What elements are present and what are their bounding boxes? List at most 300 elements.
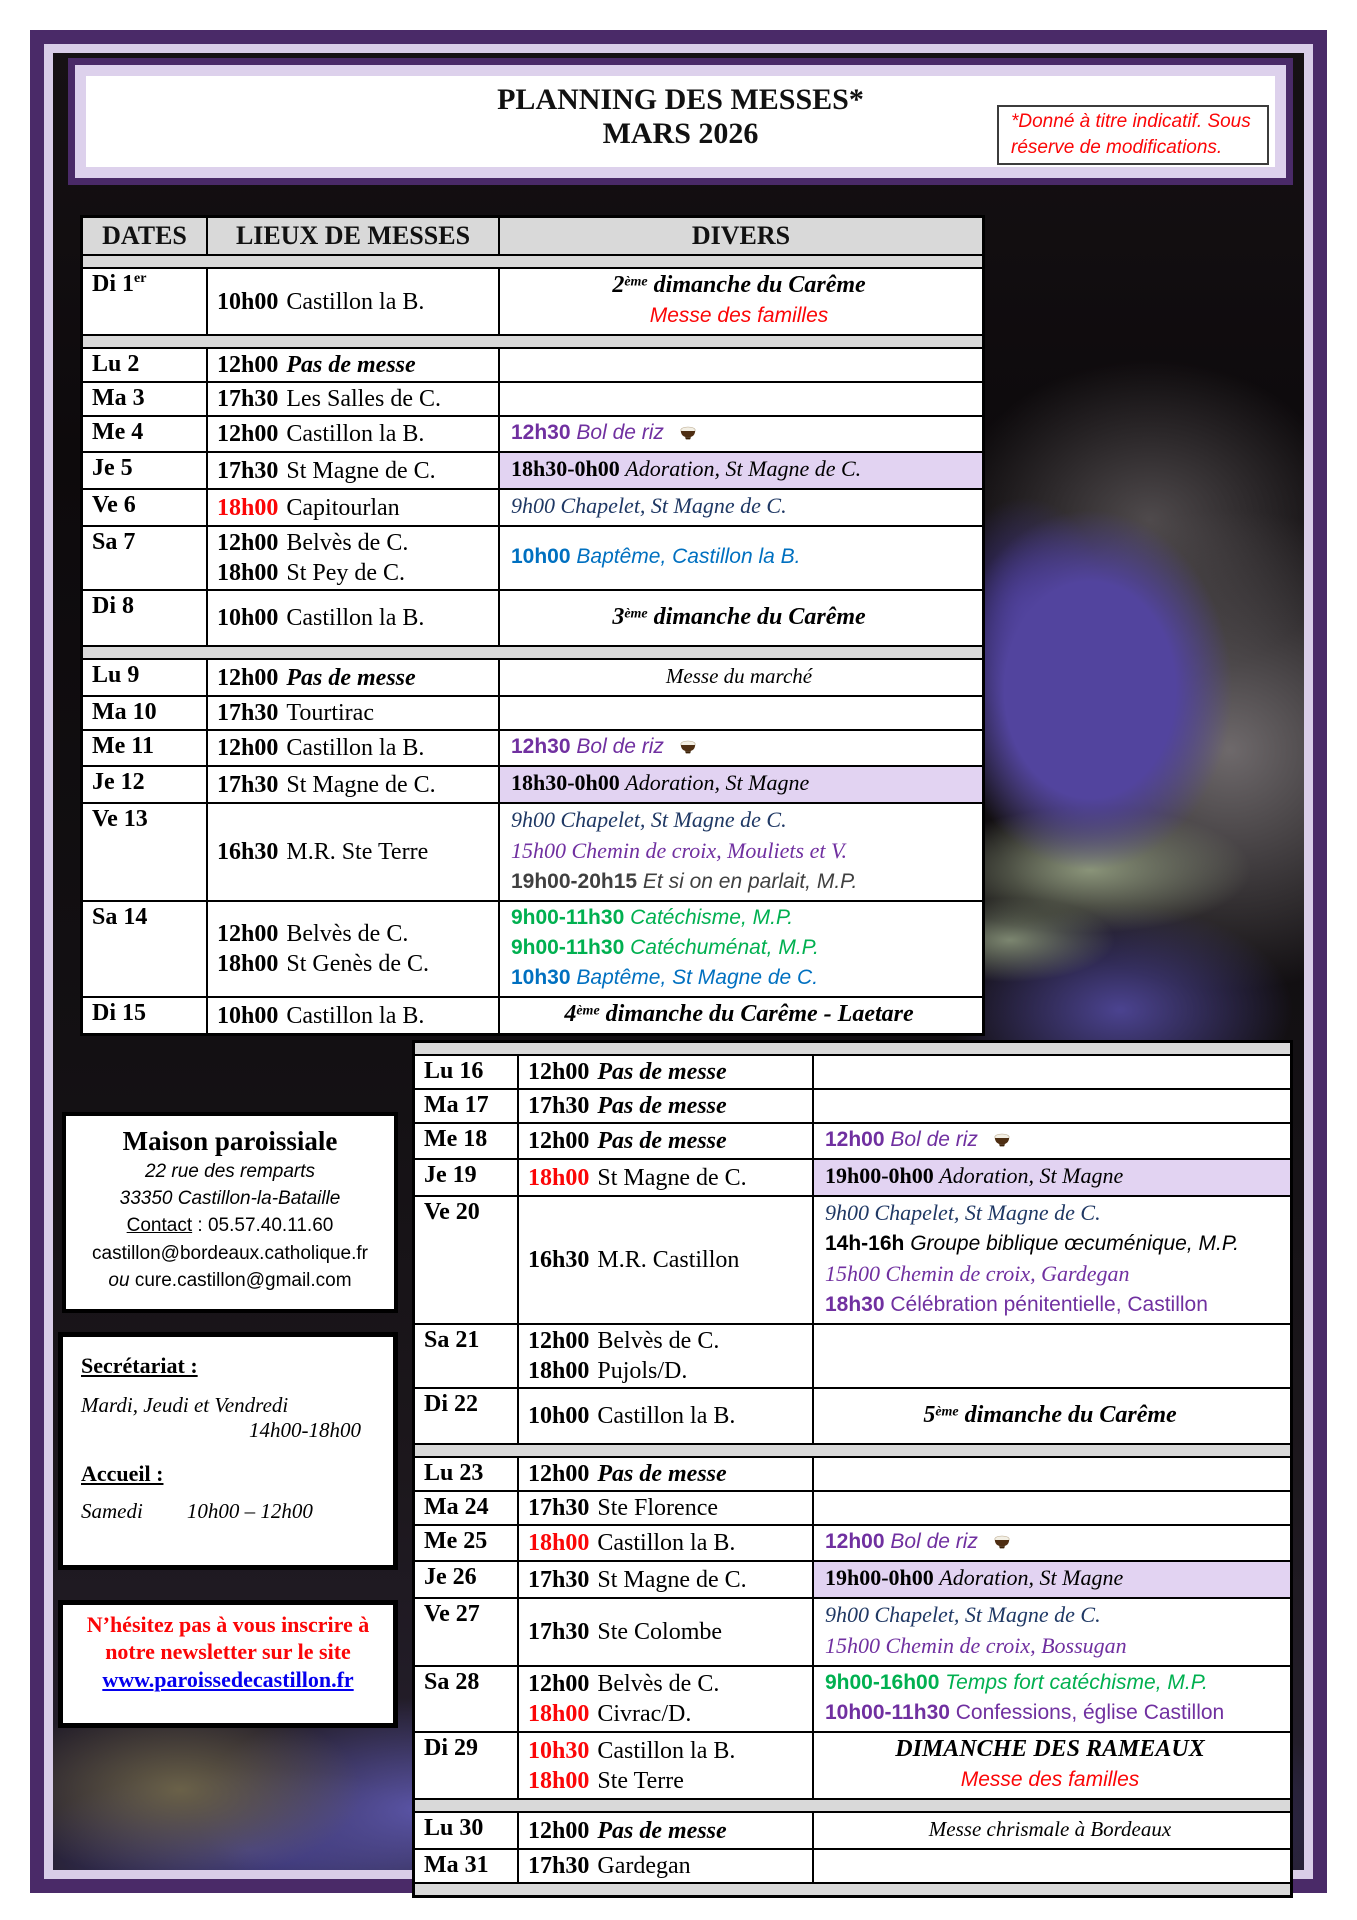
spacer-row: [415, 1443, 1290, 1456]
mass-place: Castillon la B.: [597, 1403, 736, 1429]
divers-cell: [814, 1599, 1290, 1665]
mass-time: 10h00: [217, 288, 279, 315]
divers-text: 15h00 Chemin de croix, Bossugan: [825, 1633, 1127, 1658]
mass-entry: [217, 770, 498, 800]
divers-entry: [825, 1199, 1290, 1230]
divers-text: Baptême, St Magne de C.: [576, 966, 819, 989]
divers-entry: [666, 662, 812, 693]
schedule-row-me-11: [83, 729, 982, 765]
divers-entry: [612, 271, 865, 302]
divers-entry: [825, 1632, 1290, 1663]
mass-entry: [528, 1736, 812, 1766]
divers-text: Catéchisme, M.P.: [630, 906, 794, 929]
divers-text: 9h00 Chapelet, St Magne de C.: [825, 1602, 1101, 1627]
divers-text: DIMANCHE DES RAMEAUX: [895, 1736, 1205, 1762]
divers-cell: [814, 1124, 1290, 1158]
schedule-row-di-8: [83, 589, 982, 645]
divers-text: 9h00-16h00: [825, 1671, 946, 1694]
date-cell: [415, 1325, 519, 1387]
schedule-row-sa-21: [415, 1323, 1290, 1387]
secretariat-box: [58, 1332, 398, 1570]
mass-place: St Magne de C.: [597, 1566, 747, 1593]
mass-entry: [528, 1245, 812, 1275]
mass-time: 12h00: [528, 1328, 590, 1354]
date-label: Ma 31: [424, 1852, 489, 1878]
mass-entry: [528, 1528, 812, 1558]
mass-place: Belvès de C.: [286, 921, 409, 947]
lieux-cell: [208, 269, 500, 334]
date-label: Je 26: [424, 1564, 477, 1590]
schedule-row-je-5: [83, 451, 982, 488]
page-title-line2: MARS 2026: [602, 117, 759, 150]
divers-text: Adoration, St Magne de C.: [625, 456, 862, 481]
mass-time: 17h30: [528, 1853, 590, 1879]
divers-text: ème: [576, 1003, 600, 1019]
divers-text: 18h30: [825, 1293, 891, 1316]
schedule-row-me-18: [415, 1122, 1290, 1158]
date-cell: [415, 1599, 519, 1665]
mass-time: 18h00: [217, 560, 279, 586]
date-label: Me 25: [424, 1528, 488, 1554]
mass-place: Castillon la B.: [286, 735, 425, 761]
lieux-cell: [519, 1197, 814, 1323]
schedule-row-me-4: [83, 415, 982, 451]
divers-cell: [814, 1492, 1290, 1524]
divers-cell: [500, 453, 982, 488]
divers-entry: [511, 543, 982, 573]
divers-cell: [500, 804, 982, 900]
disclaimer-note: [997, 105, 1269, 165]
date-label: Me 4: [92, 419, 144, 445]
date-label: Je 12: [92, 769, 145, 795]
mass-time: 18h00: [528, 1358, 590, 1384]
divers-cell: [500, 902, 982, 996]
parish-email-1: castillon@bordeaux.catholique.fr: [92, 1243, 368, 1264]
mass-time: 10h00: [217, 1002, 279, 1029]
divers-cell: [500, 417, 982, 451]
schedule-row-je-12: [83, 765, 982, 802]
date-label: Je 5: [92, 455, 133, 481]
secretariat-hours: 14h00-18h00: [249, 1418, 361, 1442]
divers-text: 18h30-0h00: [511, 770, 626, 795]
mass-time: 18h00: [528, 1701, 590, 1727]
mass-time: 12h00: [217, 664, 279, 691]
divers-cell: [500, 591, 982, 645]
schedule-row-di-29: [415, 1731, 1290, 1798]
divers-text: Adoration, St Magne: [939, 1163, 1124, 1188]
divers-text: 3: [612, 603, 625, 630]
date-cell: [415, 1160, 519, 1195]
divers-text: 9h00 Chapelet, St Magne de C.: [511, 493, 787, 518]
date-cell: [83, 490, 208, 525]
divers-text: 19h00-20h15: [511, 870, 643, 893]
schedule-row-je-26: [415, 1560, 1290, 1597]
mass-time: 17h30: [528, 1093, 590, 1119]
schedule-table-march-16-31: [412, 1040, 1293, 1898]
table-header-row: [83, 218, 982, 254]
divers-text: 12h00: [825, 1530, 891, 1553]
date-cell: [415, 1562, 519, 1597]
schedule-row-ma-31: [415, 1848, 1290, 1882]
mass-entry: [217, 663, 498, 693]
mass-entry: [528, 1326, 812, 1356]
divers-entry: [825, 1291, 1290, 1321]
schedule-row-lu-16: [415, 1054, 1290, 1088]
divers-text: Catéchuménat, M.P.: [630, 936, 819, 959]
divers-text: 12h30: [511, 735, 577, 758]
mass-place: Ste Florence: [597, 1495, 718, 1521]
newsletter-link[interactable]: www.paroissedecastillon.fr: [102, 1667, 354, 1692]
lieux-cell: [519, 1526, 814, 1560]
divers-text: Temps fort catéchisme, M.P.: [945, 1671, 1208, 1694]
date-cell: [83, 269, 208, 334]
date-cell: [415, 1733, 519, 1798]
mass-entry: [217, 949, 498, 979]
lieux-cell: [519, 1492, 814, 1524]
mass-entry: [528, 1163, 812, 1193]
column-header-lieux: LIEUX DE MESSES: [208, 218, 500, 254]
mass-place: Tourtirac: [286, 700, 374, 726]
mass-place: Castillon la B.: [597, 1737, 736, 1764]
schedule-row-ve-13: [83, 802, 982, 900]
divers-entry: [511, 837, 982, 868]
divers-text: Confessions, église Castillon: [955, 1701, 1225, 1724]
date-cell: [83, 767, 208, 802]
divers-cell: [814, 1160, 1290, 1195]
lieux-cell: [208, 804, 500, 900]
lieux-cell: [519, 1160, 814, 1195]
spacer-row: [83, 334, 982, 347]
parish-house-contact: [66, 1212, 394, 1240]
schedule-row-di-1: [83, 267, 982, 334]
divers-entry: [825, 1260, 1290, 1291]
divers-text: Adoration, St Magne: [939, 1565, 1124, 1590]
divers-entry: [511, 769, 982, 800]
divers-text: Célébration pénitentielle, Castillon: [890, 1293, 1208, 1316]
date-label: Di 8: [92, 593, 134, 619]
lieux-cell: [208, 902, 500, 996]
date-label: Ve 20: [424, 1199, 480, 1225]
spacer-row: [83, 254, 982, 267]
divers-cell: [500, 527, 982, 589]
date-label: Di 15: [92, 1000, 146, 1026]
schedule-row-sa-14: [83, 900, 982, 996]
rice-bowl-icon: [678, 424, 698, 441]
mass-place: Castillon la B.: [286, 288, 425, 315]
divers-text: 14h-16h: [825, 1232, 911, 1255]
mass-place: Gardegan: [597, 1853, 691, 1879]
mass-time: 18h00: [217, 951, 279, 977]
lieux-cell: [208, 349, 500, 381]
divers-text: 19h00-0h00: [825, 1565, 940, 1590]
date-label: Je 19: [424, 1162, 477, 1188]
divers-entry: [564, 1000, 913, 1031]
newsletter-box: [58, 1600, 398, 1728]
date-cell: [83, 591, 208, 645]
divers-text: 15h00 Chemin de croix, Gardegan: [825, 1261, 1130, 1286]
mass-place: Castillon la B.: [286, 605, 425, 631]
secretariat-title: Secrétariat :: [81, 1353, 198, 1378]
date-cell: [415, 1850, 519, 1882]
rice-bowl-icon: [992, 1533, 1012, 1550]
divers-text: 18h30-0h00: [511, 456, 626, 481]
mass-entry: [528, 1766, 812, 1796]
mass-entry: [217, 837, 498, 867]
divers-cell: [500, 998, 982, 1033]
mass-entry: [528, 1851, 812, 1881]
accueil-title: Accueil :: [81, 1461, 164, 1486]
divers-text: Bol de riz: [890, 1530, 978, 1553]
divers-entry: [961, 1766, 1140, 1796]
mass-time: 17h30: [528, 1619, 590, 1645]
divers-text: Bol de riz: [576, 735, 664, 758]
divers-entry: [511, 419, 982, 449]
column-header-divers: DIVERS: [691, 221, 791, 250]
date-label: Ma 10: [92, 699, 157, 725]
date-cell: [415, 1667, 519, 1731]
divers-cell: [814, 1562, 1290, 1597]
mass-time: 12h00: [217, 735, 279, 761]
mass-entry: [528, 1356, 812, 1386]
divers-text: ème: [624, 274, 648, 290]
mass-entry: [217, 419, 498, 449]
date-label: Lu 16: [424, 1058, 484, 1084]
lieux-cell: [519, 1325, 814, 1387]
date-cell: [83, 417, 208, 451]
divers-text: Messe des familles: [960, 1768, 1140, 1791]
header-box: [68, 58, 1293, 185]
mass-place: Capitourlan: [286, 494, 400, 521]
mass-time: 12h00: [528, 1671, 590, 1697]
secretariat-days: Mardi, Jeudi et Vendredi: [81, 1393, 289, 1417]
page-title-line1: PLANNING DES MESSES*: [497, 83, 864, 116]
contact-phone: : 05.57.40.11.60: [192, 1215, 334, 1236]
mass-time: 10h00: [528, 1403, 590, 1429]
divers-entry: [511, 455, 982, 486]
divers-entry: [511, 964, 982, 994]
divers-entry: [511, 492, 982, 523]
mass-place: St Magne de C.: [286, 771, 436, 798]
schedule-row-sa-28: [415, 1665, 1290, 1731]
schedule-row-lu-2: [83, 347, 982, 381]
mass-time: 18h00: [528, 1530, 590, 1556]
date-label: Ma 17: [424, 1092, 489, 1118]
divers-entry: [825, 1564, 1290, 1595]
divers-entry: [929, 1815, 1171, 1846]
divers-cell: [814, 1056, 1290, 1088]
date-cell: [83, 527, 208, 589]
divers-entry: [650, 302, 829, 332]
lieux-cell: [519, 1813, 814, 1848]
divers-text: 5: [923, 1401, 936, 1428]
divers-entry: [825, 1126, 1290, 1156]
mass-place: Pas de messe: [286, 664, 416, 691]
mass-time: 17h30: [217, 386, 279, 412]
divers-text: Messe chrismale à Bordeaux: [928, 1817, 1172, 1841]
divers-cell: [814, 1526, 1290, 1560]
schedule-row-je-19: [415, 1158, 1290, 1195]
date-label: Sa 7: [92, 529, 136, 555]
mass-place: St Magne de C.: [286, 457, 436, 484]
mass-time: 12h00: [217, 421, 279, 447]
mass-place: Pas de messe: [597, 1817, 727, 1844]
date-cell: [83, 697, 208, 729]
date-label: Ve 27: [424, 1601, 480, 1627]
schedule-row-ma-17: [415, 1088, 1290, 1122]
mass-place: Pas de messe: [286, 352, 416, 378]
divers-cell: [814, 1813, 1290, 1848]
mass-entry: [528, 1669, 812, 1699]
divers-text: Baptême, Castillon la B.: [576, 545, 801, 568]
divers-text: Bol de riz: [890, 1128, 978, 1151]
divers-cell: [500, 269, 982, 334]
mass-time: 17h30: [217, 700, 279, 726]
date-cell: [415, 1813, 519, 1848]
mass-entry: [528, 1565, 812, 1595]
mass-entry: [528, 1816, 812, 1846]
email2-address: cure.castillon@gmail.com: [129, 1270, 352, 1291]
date-cell: [83, 453, 208, 488]
date-cell: [415, 1056, 519, 1088]
lieux-cell: [208, 453, 500, 488]
divers-entry: [511, 733, 982, 763]
date-label: Lu 9: [92, 662, 140, 688]
date-cell: [415, 1526, 519, 1560]
mass-time: 12h00: [528, 1817, 590, 1844]
divers-cell: [500, 767, 982, 802]
divers-entry: [511, 868, 982, 898]
mass-time: 10h30: [528, 1737, 590, 1764]
date-superscript: er: [134, 271, 147, 286]
mass-entry: [217, 919, 498, 949]
divers-text: Bol de riz: [576, 421, 664, 444]
divers-entry: [825, 1528, 1290, 1558]
mass-time: 12h00: [217, 352, 279, 378]
mass-entry: [528, 1699, 812, 1729]
divers-text: dimanche du Carême: [958, 1401, 1177, 1428]
divers-text: 12h30: [511, 421, 577, 444]
schedule-row-di-15: [83, 996, 982, 1033]
divers-text: 19h00-0h00: [825, 1163, 940, 1188]
divers-cell: [500, 383, 982, 415]
mass-time: 12h00: [528, 1128, 590, 1154]
mass-time: 17h30: [217, 771, 279, 798]
divers-text: 4: [564, 1001, 577, 1027]
lieux-cell: [519, 1090, 814, 1122]
divers-entry: [825, 1601, 1290, 1632]
mass-time: 12h00: [217, 530, 279, 556]
divers-cell: [814, 1458, 1290, 1490]
schedule-row-ma-3: [83, 381, 982, 415]
samedi-label: Samedi: [81, 1499, 143, 1523]
mass-time: 18h00: [217, 494, 279, 521]
divers-text: ème: [624, 606, 648, 622]
column-header-dates: DATES: [83, 218, 208, 254]
date-label: Di 29: [424, 1735, 478, 1761]
mass-entry: [217, 698, 498, 728]
divers-cell: [814, 1325, 1290, 1387]
mass-place: St Magne de C.: [597, 1164, 747, 1191]
schedule-row-ve-6: [83, 488, 982, 525]
email2-prefix: ou: [108, 1270, 130, 1291]
parish-house-address1: 22 rue des remparts: [144, 1161, 316, 1182]
schedule-table-march-1-15: [80, 215, 985, 1036]
mass-place: Ste Terre: [597, 1767, 684, 1794]
divers-entry: [511, 904, 982, 934]
header-inner: [86, 76, 1275, 167]
schedule-row-sa-7: [83, 525, 982, 589]
disclaimer-line1: *Donné à titre indicatif. Sous: [1011, 111, 1251, 132]
mass-time: 17h30: [217, 457, 279, 484]
date-label: Ma 3: [92, 385, 145, 411]
lieux-cell: [519, 1733, 814, 1798]
rice-bowl-icon: [992, 1131, 1012, 1148]
date-cell: [83, 383, 208, 415]
divers-cell: [500, 490, 982, 525]
divers-text: Adoration, St Magne: [625, 770, 810, 795]
divers-text: 10h30: [511, 966, 577, 989]
divers-text: 9h00 Chapelet, St Magne de C.: [825, 1200, 1101, 1225]
date-label: Lu 30: [424, 1815, 484, 1841]
divers-cell: [814, 1733, 1290, 1798]
date-cell: [415, 1389, 519, 1443]
divers-text: ème: [935, 1404, 959, 1420]
parish-house-box: [62, 1112, 398, 1313]
mass-entry: [217, 384, 498, 414]
mass-place: Pujols/D.: [597, 1358, 688, 1384]
mass-entry: [217, 287, 498, 317]
date-cell: [83, 902, 208, 996]
date-label: Me 18: [424, 1126, 488, 1152]
divers-text: dimanche du Carême: [647, 272, 866, 298]
mass-time: 12h00: [528, 1059, 590, 1085]
mass-place: St Pey de C.: [286, 560, 406, 586]
divers-cell: [814, 1090, 1290, 1122]
mass-place: Les Salles de C.: [286, 386, 441, 412]
schedule-row-lu-30: [415, 1811, 1290, 1848]
mass-entry: [217, 558, 498, 588]
lieux-cell: [208, 527, 500, 589]
newsletter-text: N’hésitez pas à vous inscrire à notre newsletter sur le site: [86, 1612, 370, 1664]
schedule-row-lu-9: [83, 658, 982, 695]
divers-entry: [825, 1230, 1290, 1260]
mass-place: Ste Colombe: [597, 1619, 723, 1645]
date-label: Ma 24: [424, 1494, 489, 1520]
schedule-row-ve-27: [415, 1597, 1290, 1665]
mass-place: Pas de messe: [597, 1128, 727, 1154]
date-label: Me 11: [92, 733, 154, 759]
divers-text: 10h00-11h30: [825, 1701, 956, 1724]
lieux-cell: [208, 731, 500, 765]
mass-place: Civrac/D.: [597, 1701, 692, 1727]
date-label: Ve 13: [92, 806, 148, 832]
divers-text: Groupe biblique œcuménique, M.P.: [910, 1232, 1239, 1255]
mass-place: Belvès de C.: [597, 1328, 720, 1354]
spacer-row: [415, 1798, 1290, 1811]
spacer-row: [415, 1043, 1290, 1054]
mass-time: 17h30: [528, 1495, 590, 1521]
lieux-cell: [519, 1562, 814, 1597]
mass-entry: [528, 1459, 812, 1489]
divers-text: 9h00-11h30: [511, 906, 631, 929]
date-label: Ve 6: [92, 492, 136, 518]
lieux-cell: [208, 417, 500, 451]
mass-place: Pas de messe: [597, 1059, 727, 1085]
divers-cell: [500, 660, 982, 695]
lieux-cell: [519, 1389, 814, 1443]
parish-house-address2: 33350 Castillon-la-Bataille: [119, 1188, 341, 1209]
mass-entry: [528, 1057, 812, 1087]
